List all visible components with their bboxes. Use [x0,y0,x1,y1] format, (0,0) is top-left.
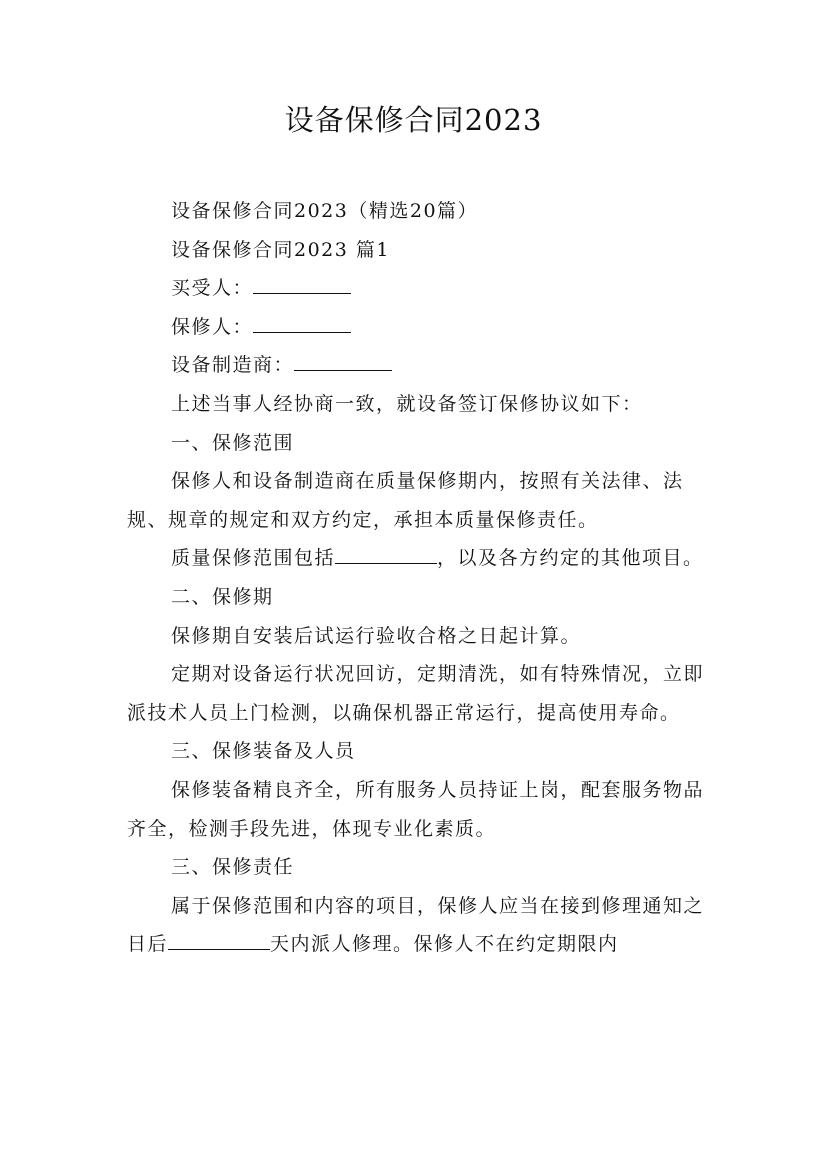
paragraph-equipment-body: 保修装备精良齐全，所有服务人员持证上岗，配套服务物品齐全，检测手段先进，体现专业化素质。 [127,778,705,840]
paragraph-heading-period: 二、保修期 [171,585,274,608]
paragraph-intro: 上述当事人经协商一致，就设备签订保修协议如下： [171,392,643,415]
days-blank-line [168,931,270,950]
paragraph-period-body: 保修期自安装后试运行验收合格之日起计算。 [171,624,582,647]
paragraph-section-heading: 设备保修合同2023 篇1 [171,238,390,261]
scope-includes-text: 质量保修范围包括 [171,547,336,570]
paragraph-maintenance-body: 定期对设备运行状况回访，定期清洗，如有特殊情况，立即派技术人员上门检测，以确保机器正常运行，提高使用寿命。 [127,663,705,724]
paragraph-heading-responsibility: 三、保修责任 [171,856,295,879]
paragraph-scope-body: 保修人和设备制造商在质量保修期内，按照有关法律、法规、规章的规定和双方约定，承担本质量保修责任。 [127,470,684,531]
warrantor-label: 保修人： [171,315,254,338]
manufacturer-label: 设备制造商： [171,354,295,377]
paragraph-responsibility-body [127,887,707,964]
buyer-label: 买受人： [171,277,254,300]
paragraph-scope-includes [127,539,707,578]
responsibility-rest: 天内派人修理。保修人不在约定期限内 [270,933,619,956]
paragraph-heading-scope: 一、保修范围 [171,431,295,454]
responsibility-text: 属于保修范围和内容的项目，保修人应当在接到修理通知之日后 [127,894,705,956]
paragraph-heading-equipment: 三、保修装备及人员 [171,740,356,763]
paragraph-subtitle: 设备保修合同2023（精选20篇） [171,200,479,222]
paragraph-buyer [127,269,707,308]
document-title: 设备保修合同2023 [284,103,543,137]
paragraph-warrantor [127,308,707,347]
scope-blank-line [335,545,437,564]
scope-includes-rest: ，以及各方约定的其他项目。 [437,547,704,570]
manufacturer-blank-line [294,352,392,371]
warrantor-blank-line [253,314,351,333]
buyer-blank-line [253,275,351,294]
document-body [127,192,707,964]
paragraph-manufacturer [127,346,707,385]
